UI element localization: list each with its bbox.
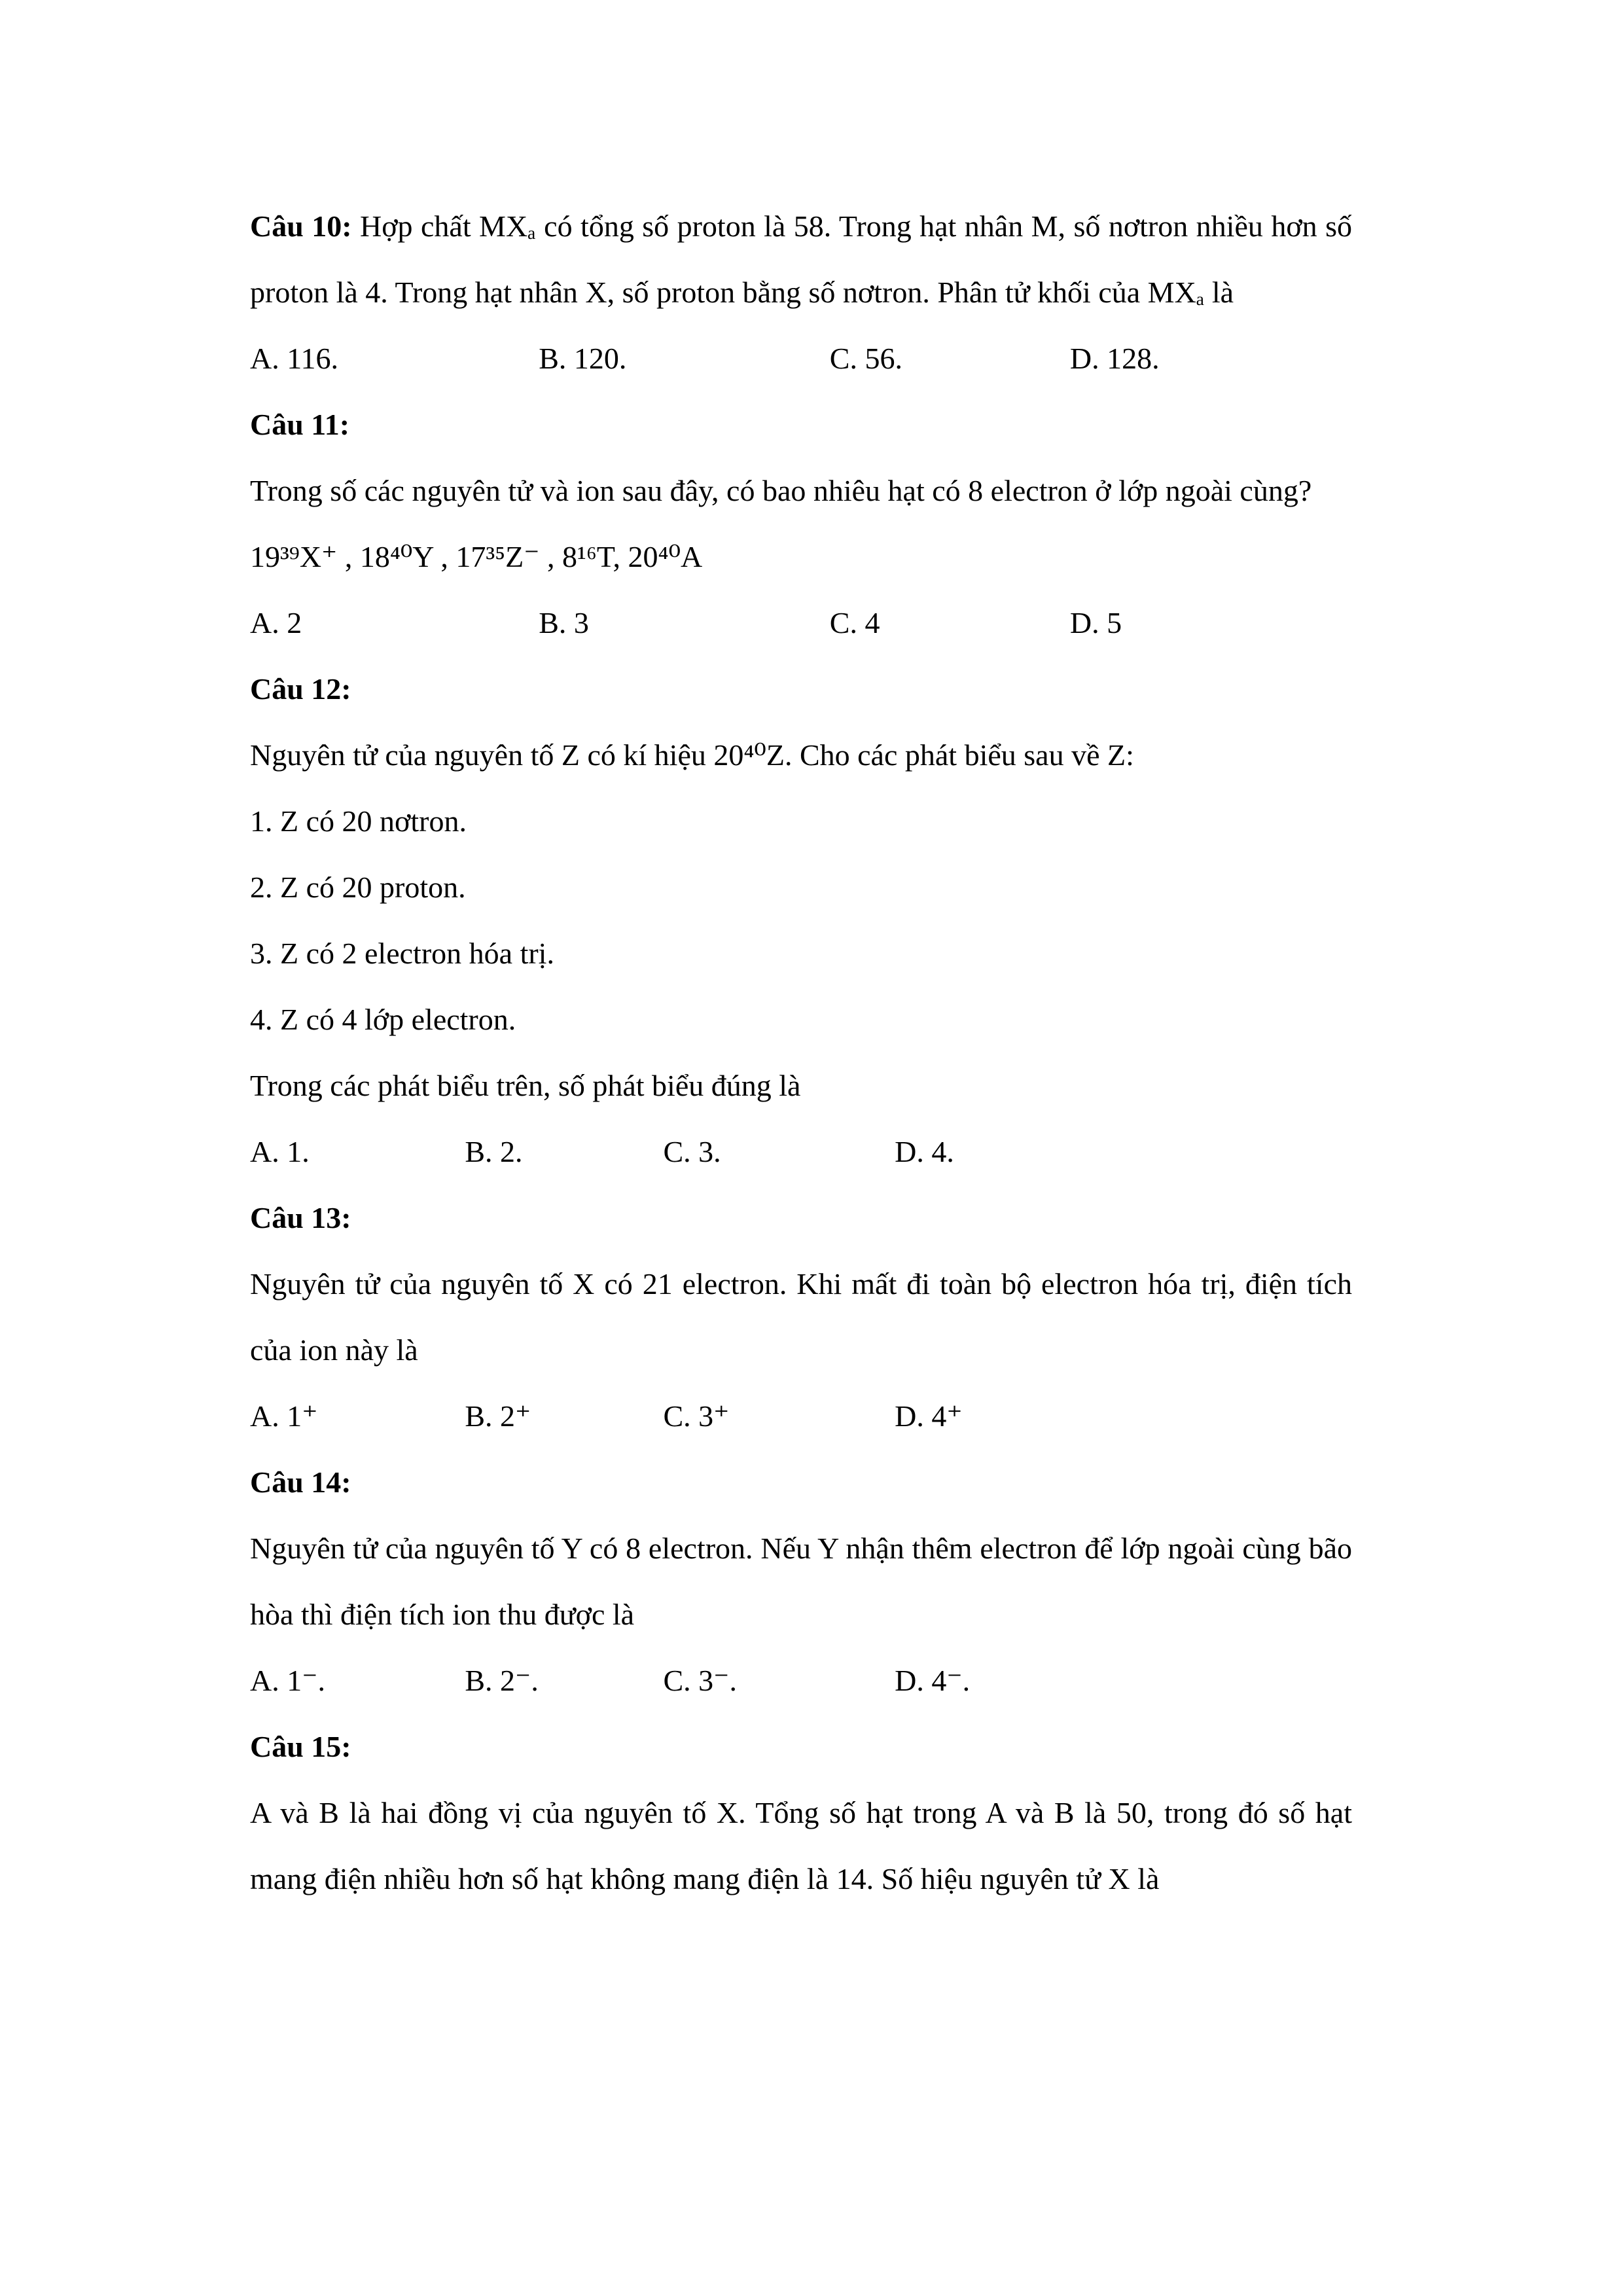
question-11-options — [250, 590, 1352, 656]
question-15-text: A và B là hai đồng vị của nguyên tố X. Tổng số hạt trong A và B là 50, trong đó số hạt mang điện nhiều hơn số hạt không mang điện là 14. Số hiệu nguyên tử X là — [250, 1796, 1352, 1895]
option-a: A. 116. — [250, 342, 339, 375]
question-12-text: Nguyên tử của nguyên tố Z có kí hiệu 20⁴⁰Z. Cho các phát biểu sau về Z: — [250, 738, 1134, 772]
option-c: C. 3⁺ — [663, 1399, 730, 1433]
question-12-options — [250, 1119, 1352, 1185]
option-a: A. 1. — [250, 1135, 310, 1168]
question-11-formula: 19³⁹X⁺ , 18⁴⁰Y , 17³⁵Z⁻ , 8¹⁶T, 20⁴⁰A — [250, 540, 703, 573]
question-10-label: Câu 10: — [250, 209, 352, 243]
question-13-text: Nguyên tử của nguyên tố X có 21 electron. Khi mất đi toàn bộ electron hóa trị, điện tích của ion này là — [250, 1267, 1352, 1367]
option-b: B. 120. — [539, 342, 627, 375]
option-c: C. 4 — [829, 606, 880, 639]
question-13-label: Câu 13: — [250, 1201, 351, 1234]
question-12-statement-4: 4. Z có 4 lớp electron. — [250, 1003, 516, 1036]
option-d: D. 4⁺ — [895, 1399, 963, 1433]
question-11-label: Câu 11: — [250, 408, 350, 441]
question-12-label: Câu 12: — [250, 672, 351, 706]
question-14-options — [250, 1647, 1352, 1713]
option-d: D. 4⁻. — [895, 1664, 971, 1697]
option-c: C. 56. — [829, 342, 902, 375]
option-d: D. 5 — [1069, 606, 1122, 639]
question-12-statement-1: 1. Z có 20 nơtron. — [250, 804, 467, 838]
option-b: B. 2⁺ — [465, 1399, 531, 1433]
question-11-text: Trong số các nguyên tử và ion sau đây, có bao nhiêu hạt có 8 electron ở lớp ngoài cùng? — [250, 474, 1312, 507]
question-12-closing: Trong các phát biểu trên, số phát biểu đúng là — [250, 1069, 801, 1102]
question-14-label: Câu 14: — [250, 1465, 351, 1499]
option-d: D. 4. — [895, 1135, 954, 1168]
question-12-statement-2: 2. Z có 20 proton. — [250, 870, 466, 904]
question-14-text: Nguyên tử của nguyên tố Y có 8 electron. Nếu Y nhận thêm electron để lớp ngoài cùng bão hòa thì điện tích ion thu được là — [250, 1532, 1352, 1631]
option-c: C. 3. — [663, 1135, 721, 1168]
option-a: A. 1⁻. — [250, 1664, 325, 1697]
option-b: B. 2. — [465, 1135, 523, 1168]
question-10-options — [250, 325, 1352, 391]
option-b: B. 3 — [539, 606, 589, 639]
option-a: A. 2 — [250, 606, 302, 639]
option-c: C. 3⁻. — [663, 1664, 737, 1697]
question-13-options — [250, 1383, 1352, 1449]
question-15-label: Câu 15: — [250, 1730, 351, 1763]
question-10-paragraph — [250, 193, 1352, 325]
question-12-statement-3: 3. Z có 2 electron hóa trị. — [250, 937, 554, 970]
option-d: D. 128. — [1069, 342, 1160, 375]
option-b: B. 2⁻. — [465, 1664, 539, 1697]
option-a: A. 1⁺ — [250, 1399, 318, 1433]
question-10-text: Hợp chất MXₐ có tổng số proton là 58. Trong hạt nhân M, số nơtron nhiều hơn số proton là 4. Trong hạt nhân X, số proton bằng số nơtron. Phân tử khối của MXₐ là — [250, 209, 1352, 309]
